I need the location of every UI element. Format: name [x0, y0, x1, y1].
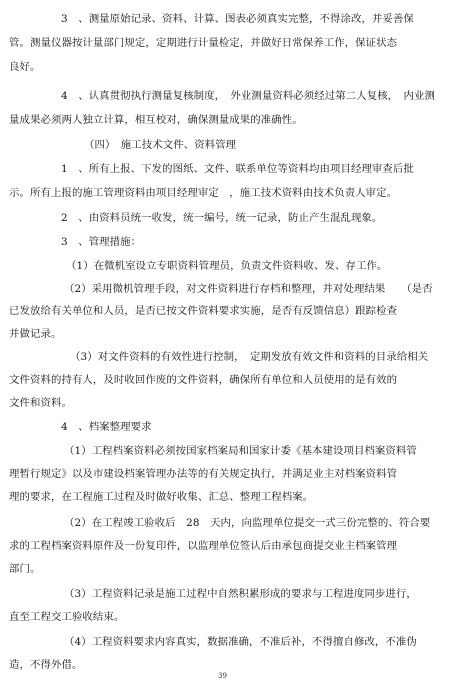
text-line: 造，不得外借。	[9, 659, 83, 671]
text-line: （1）在微机室设立专职资料管理员，负责文件资料收、发、存工作。	[66, 260, 388, 272]
text-line: （3）对文件资料的有效性进行控制， 定期发放有效文件和资料的目录给相关	[70, 351, 429, 363]
text-line: 2 、由资料员统一收发，统一编号，统一记录，防止产生混乱现象。	[61, 212, 383, 224]
text-line: 良好。	[9, 61, 41, 73]
text-line: 部门。	[9, 563, 41, 575]
text-line: （3）工程资料记录是施工过程中自然积累形成的要求与工程进度同步进行，	[64, 588, 417, 600]
text-line: （1）工程档案资料必须按国家档案局和国家计委《基本建设项目档案资料管	[64, 445, 417, 457]
text-line: 文件和资料。	[9, 397, 72, 409]
text-line: 并做记录。	[9, 328, 62, 340]
section-heading: （四） 施工技术文件、资料管理	[84, 139, 237, 151]
text-line: 文件资料的持有人，及时收回作废的文件资料，确保所有单位和人员使用的是有效的	[9, 374, 398, 386]
text-line: （2）采用微机管理手段，对文件资料进行存档和整理，并对处理结果 （是否	[64, 283, 433, 295]
text-line: 3 、管理措施：	[61, 236, 142, 248]
text-line: 4 、档案整理要求	[61, 421, 152, 433]
page-number: 39	[218, 672, 227, 680]
text-line: 1 、所有上报、下发的图纸、文件、联系单位等资料均由项目经理审查后批	[61, 163, 414, 175]
text-line: 直至工程交工验收结束。	[9, 611, 125, 623]
text-line: 管。测量仪器按计量部门规定，定期进行计量检定，并做好日常保养工作，保证状态	[9, 37, 398, 49]
text-line: 理暂行规定》以及市建设档案管理办法等的有关规定执行，并满足业主对档案资料管	[9, 468, 398, 480]
text-line: 求的工程档案资料原件及一份复印件，以监理单位签认后由承包商提交业主档案管理	[9, 540, 398, 552]
text-line: （2）在工程竣工验收后 28 天内，向监理单位提交一式三份完整的、符合要	[64, 517, 431, 529]
text-line: 4 、认真贯彻执行测量复核制度， 外业测量资料必须经过第二人复核， 内业测	[61, 90, 435, 102]
text-line: 已发放给有关单位和人员，是否已按文件资料要求实施，是否有反馈信息）跟踪检查	[9, 305, 398, 317]
text-line: （4）工程资料要求内容真实，数据准确，不准后补，不得擅自修改，不准伪	[64, 636, 417, 648]
text-line: 3 、测量原始记录、资料、计算、图表必须真实完整，不得涂改，并妥善保	[61, 13, 414, 25]
text-line: 示。所有上报的施工管理资料由项目经理审定 ，施工技术资料由技术负责人审定。	[9, 187, 398, 199]
text-line: 理的要求，在工程施工过程及时做好收集、汇总、整理工程档案。	[9, 491, 314, 503]
text-line: 量成果必须两人独立计算，相互校对，确保测量成果的准确性。	[9, 114, 303, 126]
